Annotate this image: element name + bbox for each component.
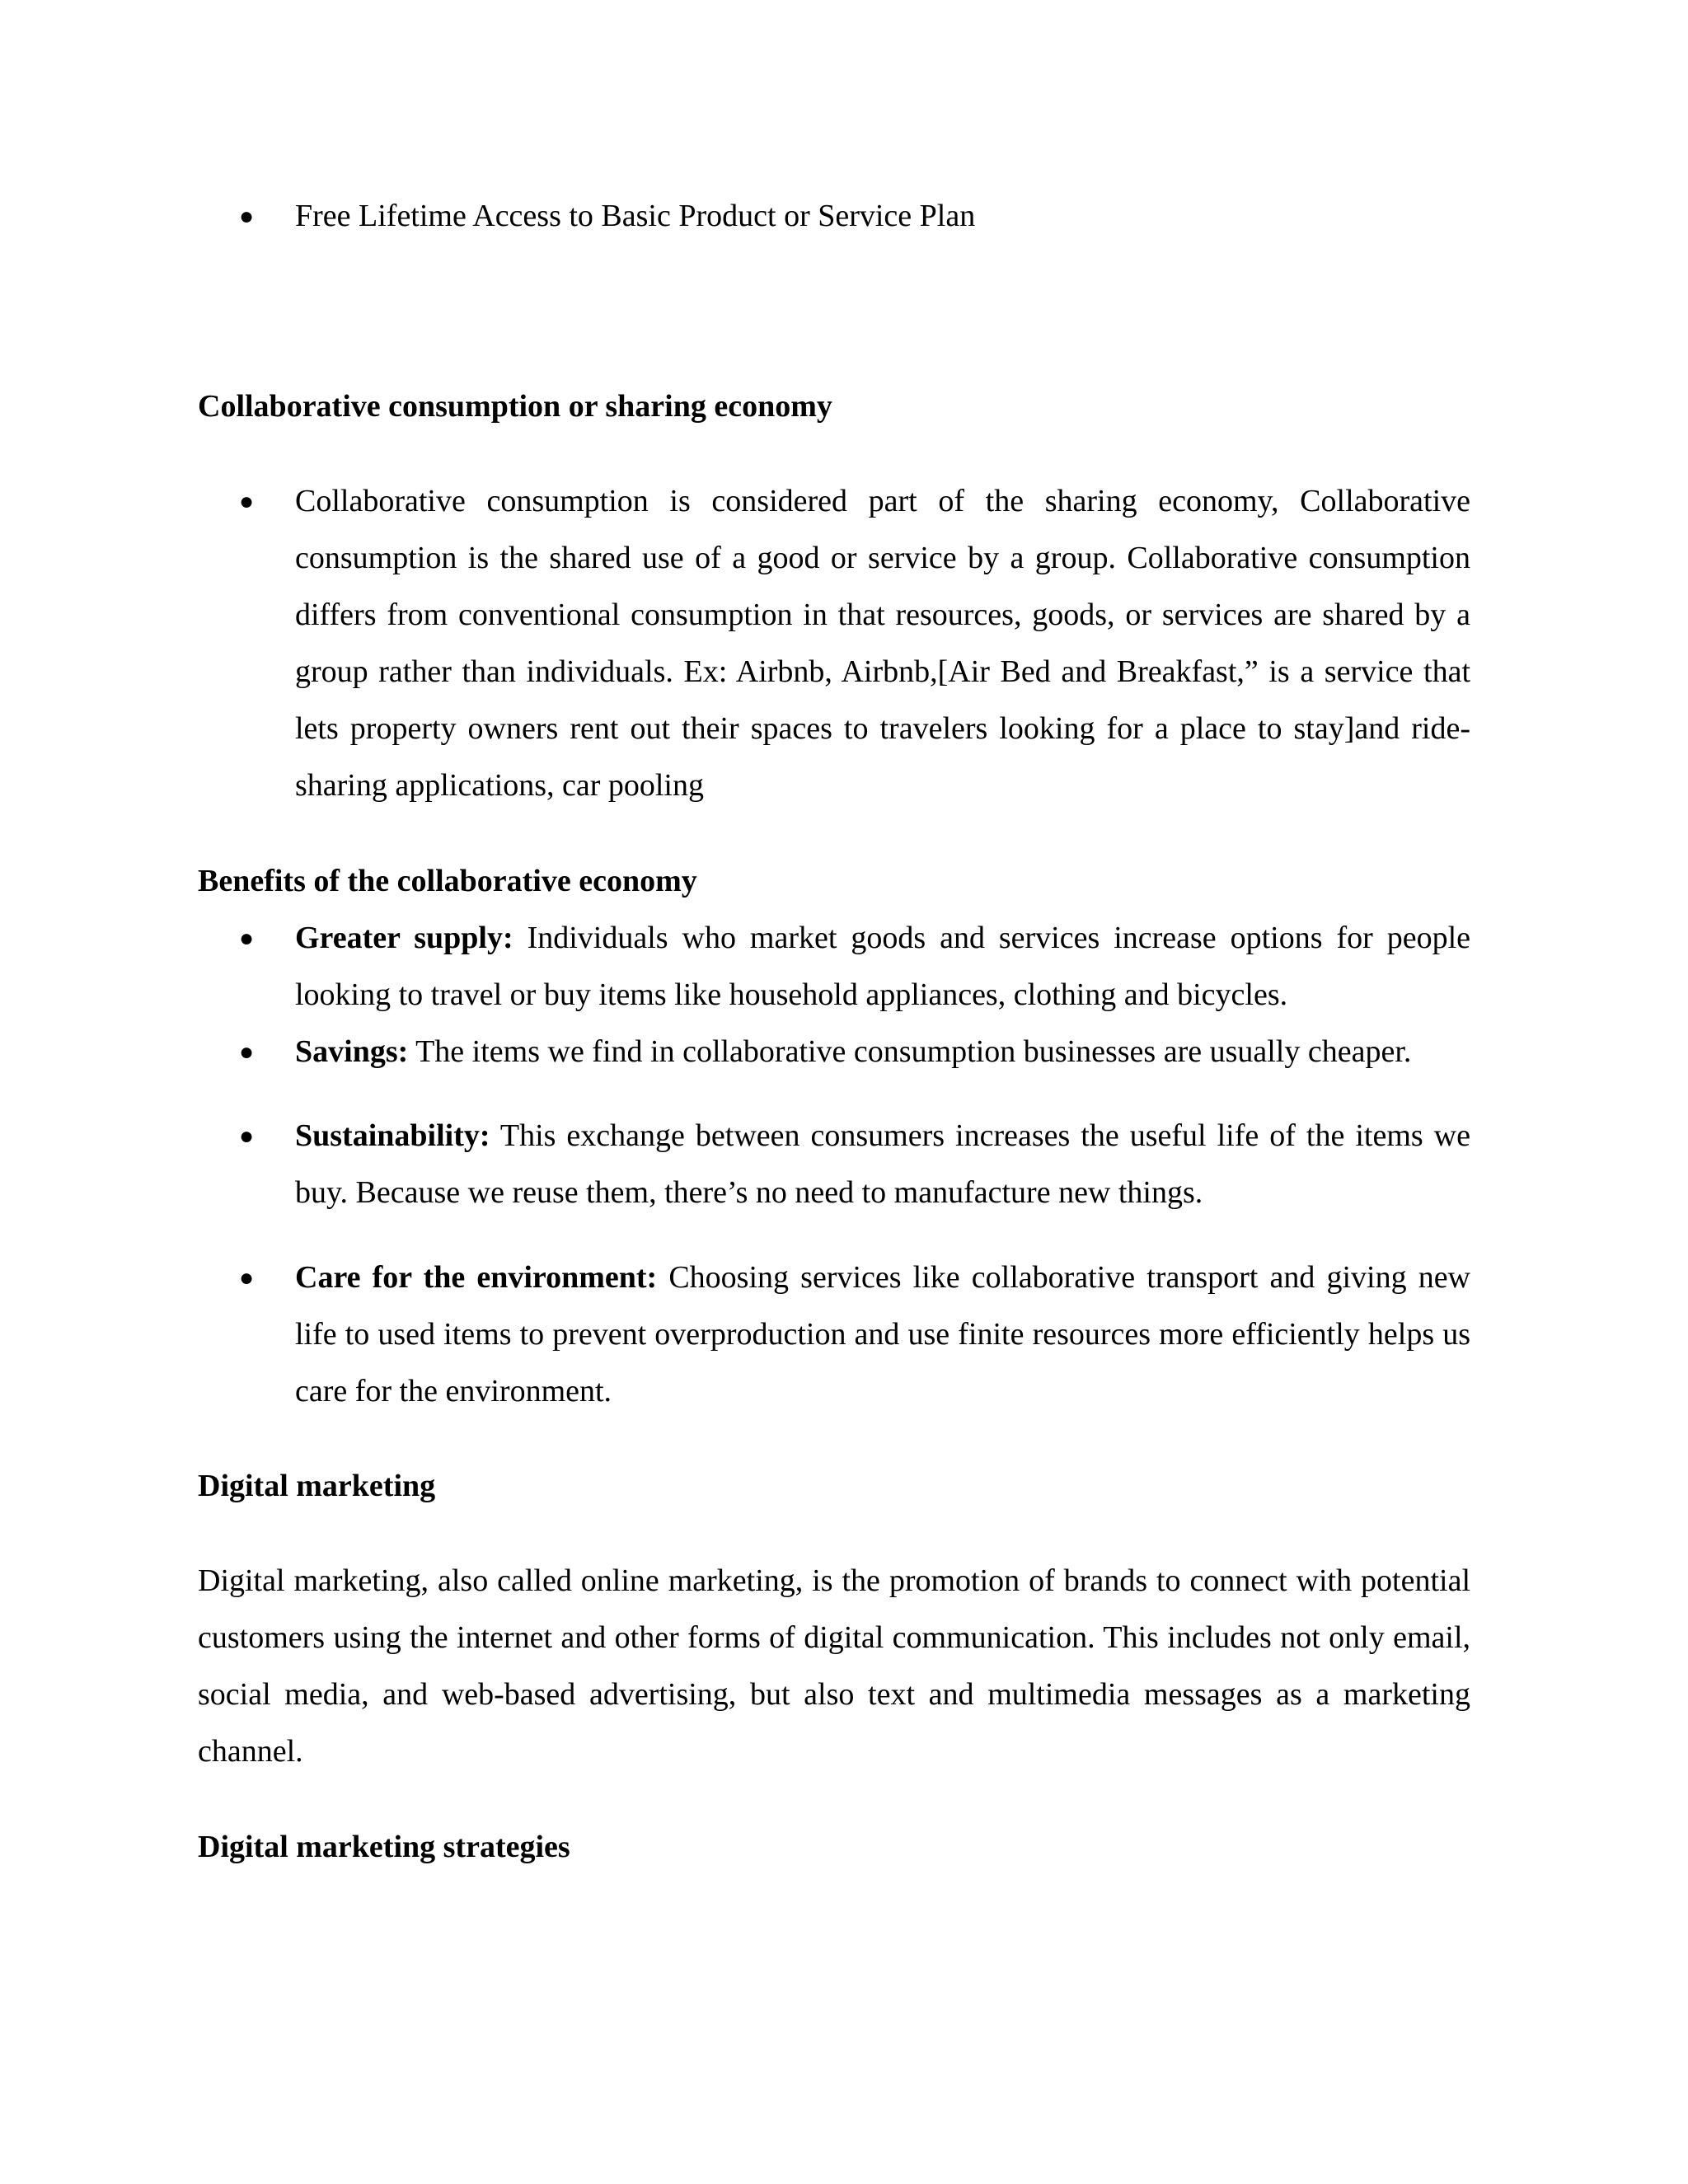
benefit-item-text	[295, 1108, 1470, 1221]
section-heading-benefits: Benefits of the collaborative economy	[198, 864, 697, 898]
benefit-item-label: Savings:	[295, 1034, 409, 1069]
benefit-item-description: Individuals who market goods and services increase options for people looking to travel or buy items like household appliances, clothing and bicycles.	[295, 921, 1470, 1012]
benefit-item-sustainability	[198, 1108, 1470, 1221]
bullet-icon: ●	[239, 488, 255, 515]
benefit-item-description: Choosing services like collaborative transport and giving new life to used items to prevent overproduction and use finite resources more efficiently helps us care for the environment.	[295, 1260, 1471, 1408]
bullet-icon: ●	[239, 925, 255, 952]
benefit-item-text	[295, 910, 1470, 1024]
benefit-item-greater-supply	[198, 910, 1470, 1024]
bullet-icon: ●	[239, 203, 255, 230]
bullet-icon: ●	[239, 1122, 255, 1150]
bullet-icon: ●	[239, 1038, 255, 1066]
benefit-item-label: Greater supply:	[295, 921, 513, 955]
benefit-item-description: This exchange between consumers increases the useful life of the items we buy. Because we reuse them, there’s no need to manufacture new things.	[295, 1118, 1470, 1210]
collaborative-consumption-item	[198, 473, 1470, 814]
benefit-item-label: Care for the environment:	[295, 1260, 658, 1295]
benefit-item-text	[295, 1249, 1470, 1420]
benefit-item-label: Sustainability:	[295, 1118, 490, 1153]
digital-marketing-paragraph: Digital marketing, also called online marketing, is the promotion of brands to connect with potential customers using the internet and other forms of digital communication. This includes not only email, social media, and web-based advertising, but also text and multimedia messages as a marketing channel.	[198, 1563, 1470, 1769]
section-heading-digital-marketing-strategies: Digital marketing strategies	[198, 1830, 570, 1864]
benefit-item-environment	[198, 1249, 1470, 1420]
collaborative-consumption-text: Collaborative consumption is considered part of the sharing economy, Collaborative consumption is the shared use of a good or service by a group. Collaborative consumption differs from conventional consumption in that resources, goods, or services are shared by a group rather than individuals. Ex: Airbnb, Airbnb,[Air Bed and Breakfast,” is a service that lets property owners rent out their spaces to travelers looking for a place to stay]and ride-sharing applications, car pooling	[295, 484, 1470, 803]
top-list-item	[198, 188, 1470, 245]
section-heading-digital-marketing: Digital marketing	[198, 1469, 436, 1503]
top-list-item-text: Free Lifetime Access to Basic Product or Service Plan	[295, 199, 976, 233]
benefit-item-text	[295, 1024, 1470, 1080]
section-heading-collaborative-consumption: Collaborative consumption or sharing economy	[198, 389, 832, 424]
bullet-icon: ●	[239, 1264, 255, 1291]
benefit-item-savings	[198, 1024, 1470, 1080]
benefit-item-description: The items we find in collaborative consumption businesses are usually cheaper.	[408, 1034, 1412, 1069]
